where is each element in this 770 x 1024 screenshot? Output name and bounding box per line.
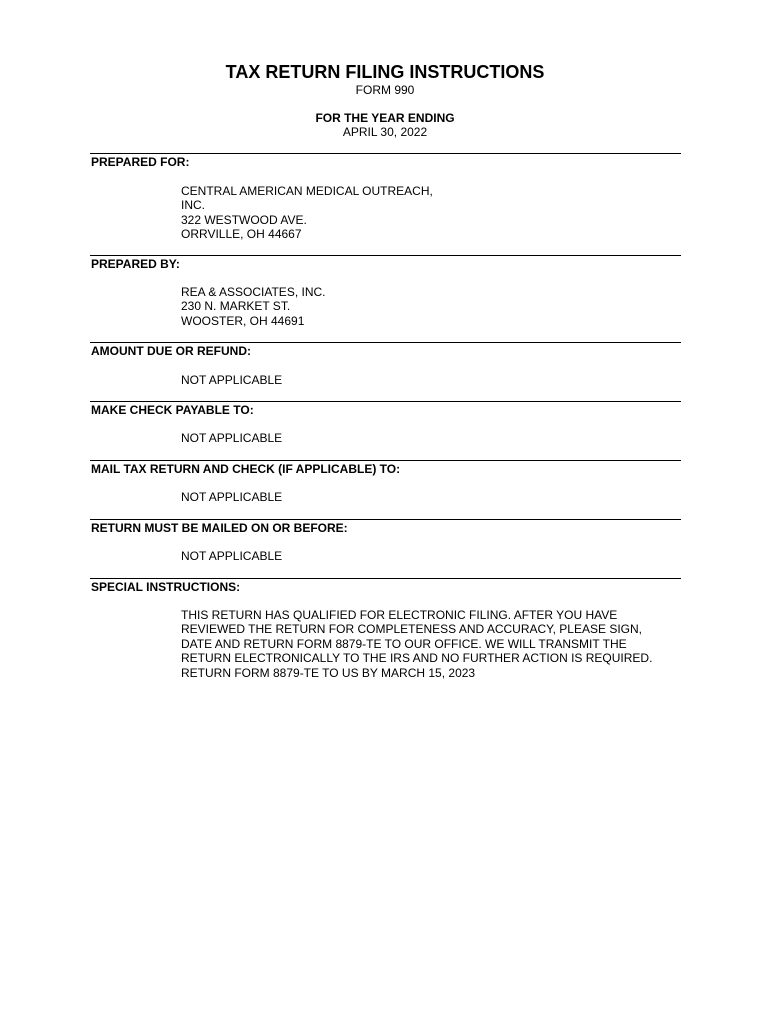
section-divider bbox=[90, 342, 681, 343]
address-line: CENTRAL AMERICAN MEDICAL OUTREACH, bbox=[181, 184, 433, 198]
prepared-for-heading: PREPARED FOR: bbox=[91, 155, 190, 169]
instruction-line: DATE AND RETURN FORM 8879-TE TO OUR OFFICE. WE WILL TRANSMIT THE bbox=[181, 636, 627, 651]
form-name: FORM 990 bbox=[355, 83, 415, 97]
year-ending-label: FOR THE YEAR ENDING bbox=[315, 111, 455, 125]
address-line: 322 WESTWOOD AVE. bbox=[181, 212, 307, 227]
instruction-line: RETURN ELECTRONICALLY TO THE IRS AND NO FURTHER ACTION IS REQUIRED. bbox=[181, 651, 653, 666]
special-instructions-text bbox=[181, 608, 652, 680]
instruction-line: RETURN FORM 8879-TE TO US BY MARCH 15, 2023 bbox=[181, 665, 476, 680]
address-line: 230 N. MARKET ST. bbox=[181, 299, 291, 314]
check-payable-value bbox=[181, 431, 282, 445]
address-line: WOOSTER, OH 44691 bbox=[181, 313, 305, 328]
address-line: REA & ASSOCIATES, INC. bbox=[181, 285, 326, 299]
section-value: NOT APPLICABLE bbox=[181, 490, 283, 504]
year-ending-date: APRIL 30, 2022 bbox=[342, 125, 428, 139]
amount-due-heading: AMOUNT DUE OR REFUND: bbox=[91, 344, 251, 358]
section-value: NOT APPLICABLE bbox=[181, 549, 283, 563]
instruction-line: REVIEWED THE RETURN FOR COMPLETENESS AND ACCURACY, PLEASE SIGN, bbox=[181, 622, 642, 637]
instruction-line: THIS RETURN HAS QUALIFIED FOR ELECTRONIC FILING. AFTER YOU HAVE bbox=[181, 608, 618, 622]
prepared-for-address bbox=[181, 184, 433, 242]
check-payable-heading: MAKE CHECK PAYABLE TO: bbox=[91, 403, 254, 417]
section-divider bbox=[90, 578, 681, 579]
mail-to-heading: MAIL TAX RETURN AND CHECK (IF APPLICABLE) TO: bbox=[91, 462, 401, 476]
mail-deadline-value bbox=[181, 549, 282, 563]
mail-to-value bbox=[181, 490, 282, 504]
mail-deadline-heading: RETURN MUST BE MAILED ON OR BEFORE: bbox=[91, 521, 348, 535]
section-divider bbox=[90, 460, 681, 461]
address-line: INC. bbox=[181, 198, 205, 213]
section-value: NOT APPLICABLE bbox=[181, 373, 283, 387]
section-divider bbox=[90, 401, 681, 402]
section-divider bbox=[90, 255, 681, 256]
section-value: NOT APPLICABLE bbox=[181, 431, 283, 445]
section-divider bbox=[90, 153, 681, 154]
address-line: ORRVILLE, OH 44667 bbox=[181, 227, 302, 242]
amount-due-value bbox=[181, 373, 282, 387]
document-title: TAX RETURN FILING INSTRUCTIONS bbox=[225, 62, 545, 82]
section-divider bbox=[90, 519, 681, 520]
special-instructions-heading: SPECIAL INSTRUCTIONS: bbox=[91, 580, 241, 594]
prepared-by-heading: PREPARED BY: bbox=[91, 257, 180, 271]
prepared-by-address bbox=[181, 285, 326, 328]
